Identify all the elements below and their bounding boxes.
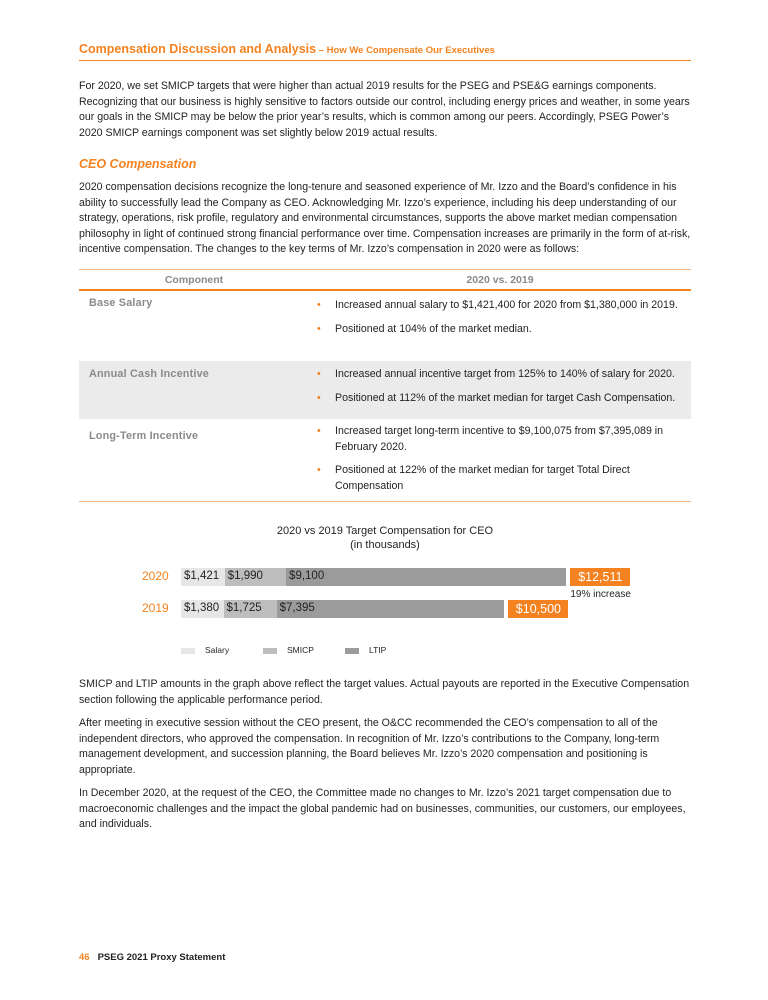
legend-label: SMICP xyxy=(287,645,314,655)
page-header xyxy=(79,40,691,61)
chart-data-label: $1,380 xyxy=(184,602,220,614)
chart-total-label: $10,500 xyxy=(508,600,568,618)
table-header-comparison: 2020 vs. 2019 xyxy=(466,274,534,286)
doc-title: PSEG 2021 Proxy Statement xyxy=(97,952,226,963)
section-heading: CEO Compensation xyxy=(79,157,197,171)
chart-data-label: $7,395 xyxy=(279,602,315,614)
chart-title-main: 2020 vs 2019 Target Compensation for CEO xyxy=(276,525,494,537)
page-number: 46 xyxy=(79,952,90,963)
chart-subtitle: (in thousands) xyxy=(350,539,420,551)
table-row-bullets xyxy=(317,298,687,337)
header-title: Compensation Discussion and Analysis xyxy=(79,42,317,56)
december-paragraph: In December 2020, at the request of the CEO, the Committee made no changes to Mr. Izzo’s 2021 target compensation due to macroeconomic challenges and the impact the global pandemic had on businesses, communities, our customers, our employees, and individuals. xyxy=(79,787,686,831)
compensation-table xyxy=(79,269,691,502)
table-row xyxy=(79,361,691,419)
legend-swatch-salary xyxy=(181,648,195,654)
list-item: • Positioned at 112% of the market median for target Cash Compensation. xyxy=(317,391,687,407)
table-row xyxy=(79,291,691,361)
table-row-component: Base Salary xyxy=(89,297,153,309)
table-header xyxy=(79,270,691,291)
bullet-icon: • xyxy=(317,368,321,380)
table-row-bullets xyxy=(317,424,687,494)
list-item: • Increased target long-term incentive to $9,100,075 from $7,395,089 in February 2020. xyxy=(317,425,664,453)
approval-paragraph: After meeting in executive session without the CEO present, the O&CC recommended the CEO’s compensation to all of the independent directors, who approved the compensation. In recognition of Mr. Izzo’s contributions to the Company, long-term management development, and succession planning, the Board believes Mr. Izzo’s 2020 compensation and positioning is appropriate. xyxy=(79,717,660,776)
chart-total-label: $12,511 xyxy=(570,568,630,586)
table-row-component: Annual Cash Incentive xyxy=(89,368,209,380)
chart-category-label: 2020 xyxy=(142,569,169,583)
table-header-component: Component xyxy=(164,274,224,286)
header-subtitle: – How We Compensate Our Executives xyxy=(316,45,495,56)
list-item: • Positioned at 122% of the market median for target Total Direct Compensation xyxy=(317,464,630,492)
bullet-icon: • xyxy=(317,391,321,404)
chart-bar-ltip xyxy=(286,568,566,586)
table-row-bullets xyxy=(317,367,687,406)
legend-label: LTIP xyxy=(369,645,387,655)
chart-annotation: 19% increase xyxy=(570,589,631,600)
chart-data-label: $1,421 xyxy=(184,570,220,582)
legend-swatch-ltip xyxy=(345,648,359,654)
chart-category-label: 2019 xyxy=(142,601,169,615)
table-row xyxy=(79,419,691,502)
bullet-icon: • xyxy=(317,299,321,311)
list-item: • Increased annual incentive target from 125% to 140% of salary for 2020. xyxy=(317,367,687,383)
chart-note-paragraph: SMICP and LTIP amounts in the graph above reflect the target values. Actual payouts are reported in the Executive Compensation section following the applicable performance period. xyxy=(79,678,690,706)
bullet-icon: • xyxy=(317,425,321,437)
list-item: • Increased annual salary to $1,421,400 for 2020 from $1,380,000 in 2019. xyxy=(317,298,687,314)
legend-swatch-smicp xyxy=(263,648,277,654)
list-item: • Positioned at 104% of the market median. xyxy=(317,322,687,338)
ceo-paragraph: 2020 compensation decisions recognize the long-tenure and seasoned experience of Mr. Izzo and the Board’s confidence in his ability to successfully lead the Company as CEO. Acknowledging Mr. Izzo’s experience, including his deep understanding of our strategy, operations, risk profile, regulatory and environmental circumstances, supports the above market median compensation philosophy in light of continued strong financial performance over time. Compensation increases are primarily in the form of at-risk, incentive compensation. The changes to the key terms of Mr. Izzo’s compensation in 2020 were as follows: xyxy=(79,181,691,256)
bullet-icon: • xyxy=(317,322,321,335)
chart-data-label: $1,990 xyxy=(227,570,263,582)
chart-data-label: $1,725 xyxy=(226,602,262,614)
bullet-icon: • xyxy=(317,464,321,477)
page-footer xyxy=(79,952,225,963)
legend-label: Salary xyxy=(205,645,230,655)
chart-title xyxy=(79,524,691,552)
chart-data-label: $9,100 xyxy=(289,570,325,582)
compensation-chart xyxy=(79,558,691,662)
intro-paragraph: For 2020, we set SMICP targets that were higher than actual 2019 results for the PSEG and PSE&G earnings components. Recognizing that our business is highly sensitive to factors outside our control, including energy prices and weather, in some years our goals in the SMICP may be below the prior year’s results, which is common among our peers. Accordingly, PSEG Power’s 2020 SMICP earnings component was set slightly below 2019 actual results. xyxy=(79,80,690,139)
table-row-component: Long-Term Incentive xyxy=(89,430,199,442)
